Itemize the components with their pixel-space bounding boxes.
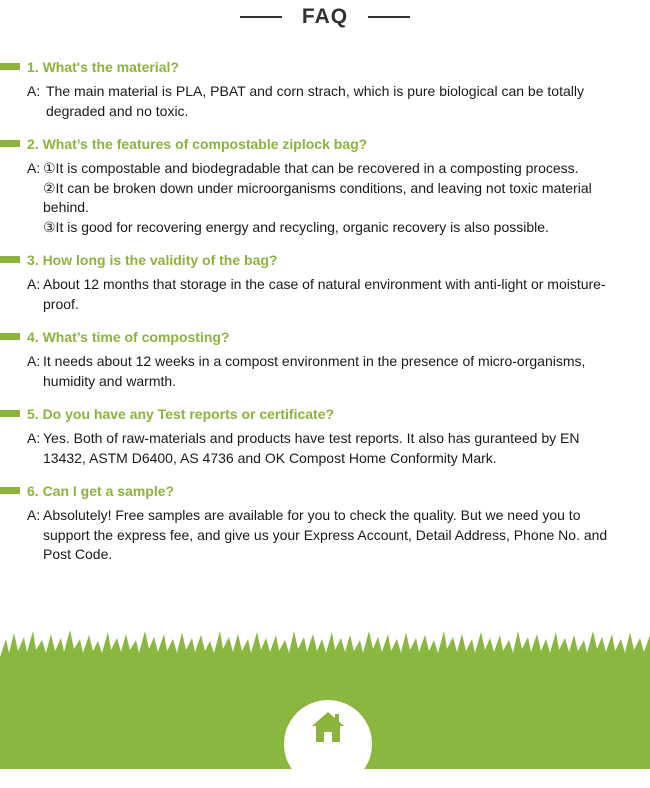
answer-prefix: A: (27, 430, 41, 446)
faq-question (0, 250, 650, 270)
faq-list (0, 57, 650, 578)
faq-item (0, 250, 650, 314)
answer-line: ①It is compostable and biodegradable that can be recovered in a composting process. (43, 160, 579, 176)
answer-line: The main material is PLA, PBAT and corn strach, which is pure biological can be totally degraded and no toxic. (46, 83, 584, 119)
question-text: 6. Can I get a sample? (27, 483, 175, 499)
faq-answer (0, 429, 650, 468)
answer-prefix: A: (27, 507, 41, 523)
home-button[interactable] (284, 700, 372, 788)
faq-question (0, 327, 650, 347)
answer-text (42, 429, 650, 468)
answer-line: It needs about 12 weeks in a compost environment in the presence of micro-organisms, humidity and warmth. (43, 353, 586, 389)
faq-item (0, 404, 650, 468)
answer-line: Yes. Both of raw-materials and products have test reports. It also has guranteed by EN 13432, ASTM D6400, AS 4736 and OK Compost Home Conformity Mark. (43, 430, 580, 466)
answer-line: About 12 months that storage in the case of natural environment with anti-light or moisture-proof. (43, 276, 606, 312)
question-text: 2. What’s the features of compostable ziplock bag? (27, 136, 368, 152)
faq-answer (0, 506, 650, 565)
page-title: FAQ (301, 5, 349, 28)
question-marker (0, 487, 20, 494)
header-divider-right (368, 16, 410, 18)
question-marker (0, 63, 20, 70)
answer-line: ②It can be broken down under microorganisms conditions, and leaving not toxic material behind. (43, 179, 592, 215)
question-marker (0, 410, 20, 417)
question-text: 5. Do you have any Test reports or certificate? (27, 406, 335, 422)
answer-text (42, 159, 650, 237)
home-icon (310, 710, 346, 744)
question-marker (0, 140, 20, 147)
faq-question (0, 481, 650, 501)
faq-answer (0, 82, 650, 121)
answer-text (42, 82, 650, 121)
faq-item (0, 481, 650, 565)
faq-header (0, 0, 650, 34)
faq-question (0, 57, 650, 77)
faq-item (0, 327, 650, 391)
answer-prefix: A: (27, 160, 41, 176)
faq-answer (0, 275, 650, 314)
header-divider-left (240, 16, 282, 18)
answer-prefix: A: (27, 353, 41, 369)
question-text: 4. What’s time of composting? (27, 329, 230, 345)
faq-item (0, 134, 650, 237)
faq-question (0, 404, 650, 424)
answer-prefix: A: (27, 83, 41, 99)
question-text: 3. How long is the validity of the bag? (27, 252, 278, 268)
question-marker (0, 256, 20, 263)
faq-question (0, 134, 650, 154)
faq-item (0, 57, 650, 121)
answer-line: ③It is good for recovering energy and recycling, organic recovery is also possible. (43, 218, 549, 235)
answer-line: Absolutely! Free samples are available for you to check the quality. But we need you to support the express fee, and give us your Express Account, Detail Address, Phone No. and Post Code. (43, 507, 608, 562)
question-marker (0, 333, 20, 340)
faq-answer (0, 352, 650, 391)
answer-prefix: A: (27, 276, 41, 292)
answer-text (42, 506, 650, 565)
answer-text (42, 352, 650, 391)
answer-text (42, 275, 650, 314)
faq-answer (0, 159, 650, 237)
question-text: 1. What's the material? (27, 59, 179, 75)
